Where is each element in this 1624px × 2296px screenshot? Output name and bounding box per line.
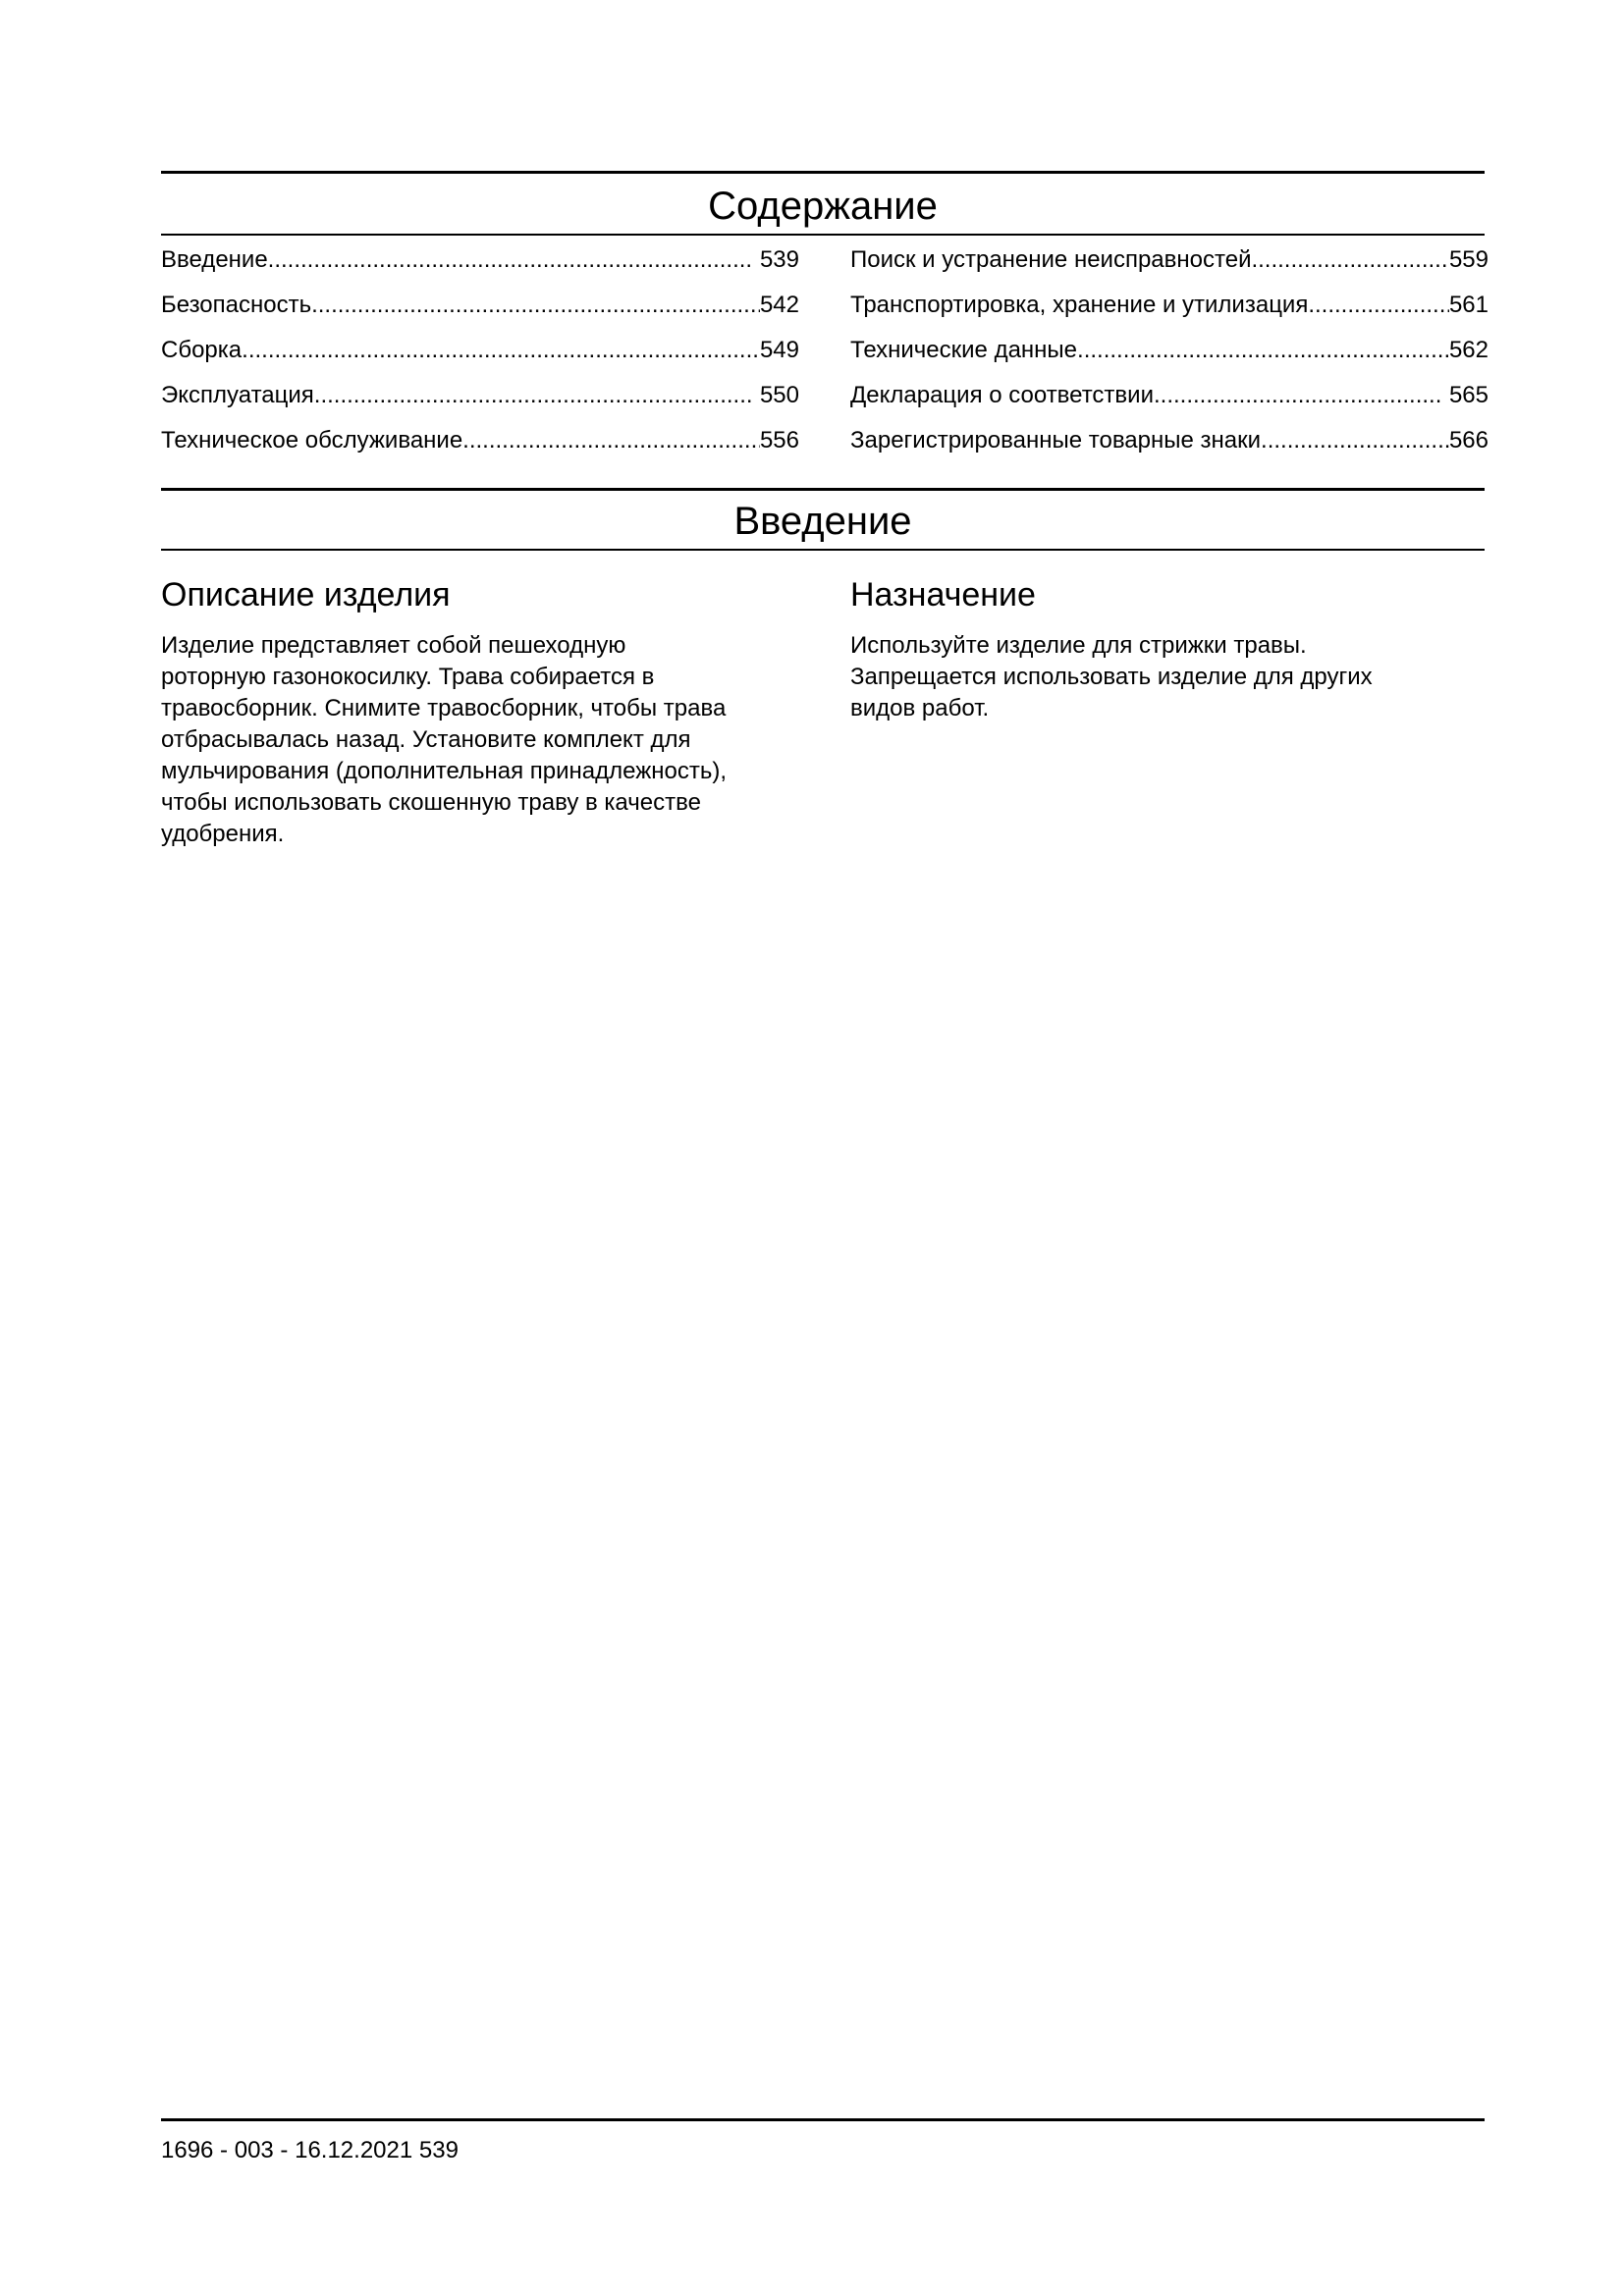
text-line: травосборник. Снимите травосборник, чтобы трава — [161, 695, 727, 721]
text-line: мульчирования (дополнительная принадлежность), — [161, 758, 728, 784]
toc-entry-page: 562 — [1448, 337, 1489, 363]
toc-entry-page: 559 — [1448, 246, 1489, 273]
toc-entry-transport-storage-disposal[interactable] — [850, 291, 1489, 336]
toc-leader-dots — [242, 336, 760, 365]
toc-entry-label: Декларация о соответствии — [850, 382, 1154, 408]
toc-leader-dots — [1077, 336, 1449, 365]
page-footer — [161, 2136, 459, 2165]
toc-leader-dots — [1154, 381, 1442, 410]
introduction-title: Введение — [733, 500, 912, 543]
toc-entry-maintenance[interactable] — [161, 426, 799, 471]
toc-leader-dots — [311, 291, 760, 320]
toc-entry-label: Сборка — [161, 337, 243, 363]
toc-entry-label: Безопасность — [161, 292, 312, 318]
document-info: 1696 - 003 - 16.12.2021 — [161, 2137, 413, 2163]
toc-entry-label: Эксплуатация — [161, 382, 314, 408]
toc-leader-dots — [314, 381, 753, 410]
toc-leader-dots — [268, 245, 754, 275]
toc-entry-label: Транспортировка, хранение и утилизация — [850, 292, 1309, 318]
toc-entry-page: 556 — [759, 427, 799, 454]
introduction-bottom-rule — [161, 549, 1485, 551]
contents-title: Содержание — [708, 185, 938, 228]
toc-entry-label: Зарегистрированные товарные знаки — [850, 427, 1262, 454]
product-description-heading: Описание изделия — [161, 576, 451, 614]
toc-entry-page: 550 — [759, 382, 799, 408]
intended-use-text — [850, 630, 1485, 724]
text-line: видов работ. — [850, 695, 990, 721]
product-description-text — [161, 630, 829, 850]
contents-top-rule — [161, 171, 1485, 174]
toc-entry-page: 561 — [1448, 292, 1489, 318]
toc-entry-operation[interactable] — [161, 381, 799, 426]
toc-entry-declaration-of-conformity[interactable] — [850, 381, 1489, 426]
text-line: Используйте изделие для стрижки травы. — [850, 632, 1307, 659]
contents-bottom-rule — [161, 234, 1485, 236]
intended-use-heading: Назначение — [850, 576, 1036, 614]
toc-entry-page: 565 — [1448, 382, 1489, 408]
footer-rule — [161, 2118, 1485, 2121]
toc-entry-technical-data[interactable] — [850, 336, 1489, 381]
toc-entry-page: 539 — [759, 246, 799, 273]
toc-leader-dots — [1308, 291, 1449, 320]
toc-leader-dots — [1251, 245, 1448, 275]
toc-entry-safety[interactable] — [161, 291, 799, 336]
text-line: удобрения. — [161, 821, 285, 847]
text-line: Изделие представляет собой пешеходную — [161, 632, 626, 659]
text-line: отбрасывалась назад. Установите комплект для — [161, 726, 691, 753]
toc-entry-page: 542 — [759, 292, 799, 318]
toc-entry-page: 566 — [1448, 427, 1489, 454]
page-number: 539 — [418, 2137, 459, 2163]
toc-leader-dots — [462, 426, 760, 455]
toc-right-column — [850, 245, 1489, 471]
toc-entry-label: Технические данные — [850, 337, 1078, 363]
toc-entry-trademarks[interactable] — [850, 426, 1489, 471]
toc-entry-label: Поиск и устранение неисправностей — [850, 246, 1252, 273]
toc-entry-introduction[interactable] — [161, 245, 799, 291]
toc-leader-dots — [1261, 426, 1449, 455]
toc-entry-page: 549 — [759, 337, 799, 363]
toc-entry-label: Введение — [161, 246, 268, 273]
toc-entry-label: Техническое обслуживание — [161, 427, 463, 454]
toc-entry-assembly[interactable] — [161, 336, 799, 381]
toc-entry-troubleshooting[interactable] — [850, 245, 1489, 291]
text-line: чтобы использовать скошенную траву в качестве — [161, 789, 701, 816]
text-line: Запрещается использовать изделие для других — [850, 664, 1373, 690]
toc-left-column — [161, 245, 799, 471]
text-line: роторную газонокосилку. Трава собирается в — [161, 664, 655, 690]
introduction-top-rule — [161, 488, 1485, 491]
